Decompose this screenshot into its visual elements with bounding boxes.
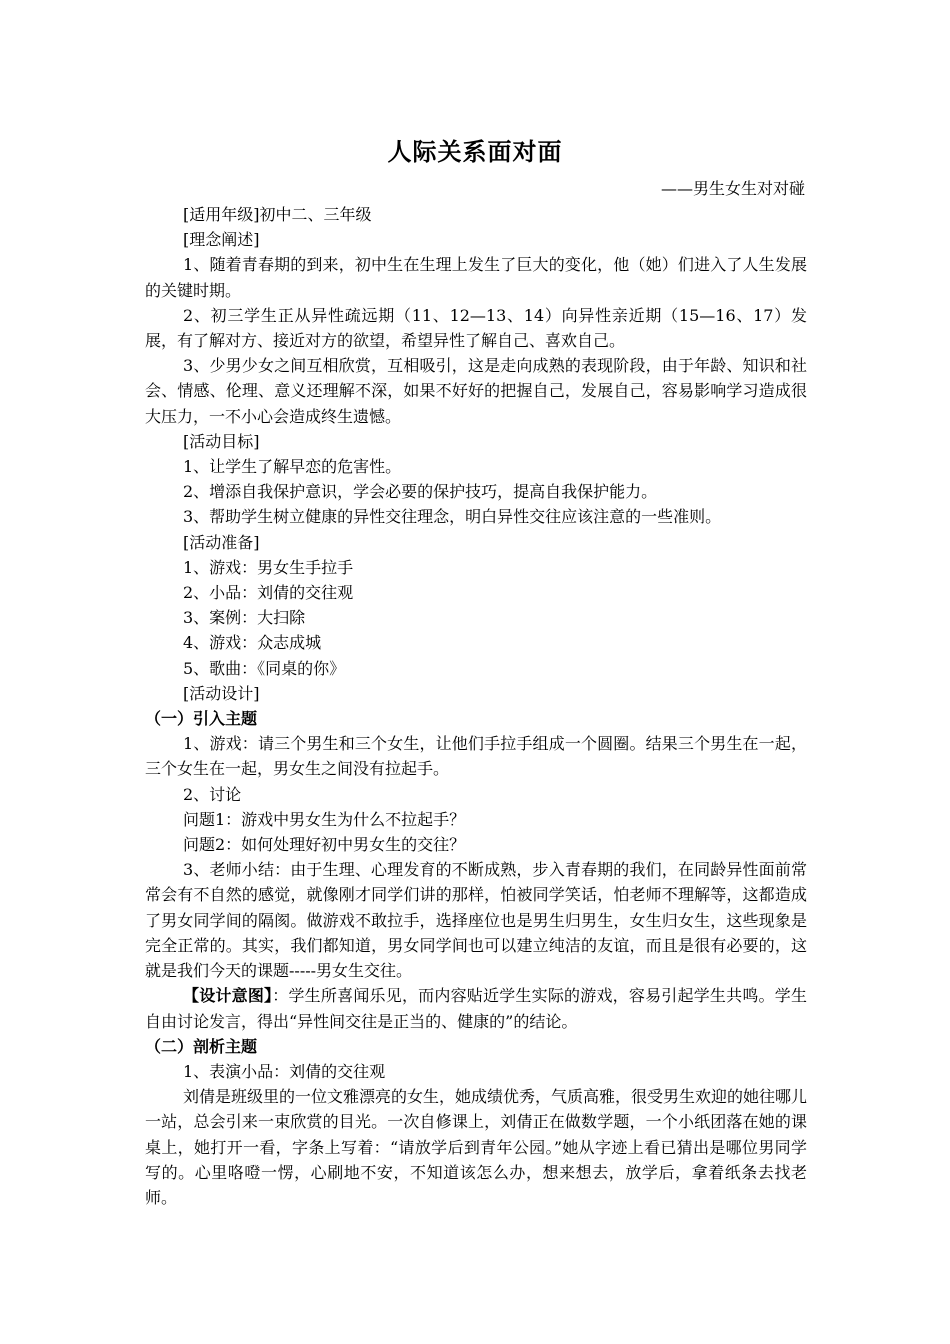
design-intent-text: ：学生所喜闻乐见，而内容贴近学生实际的游戏，容易引起学生共鸣。学生自由讨论发言，得出“异性间交往是正当的、健康的”的结论。: [145, 986, 807, 1031]
grade-line: [适用年级]初中二、三年级: [183, 205, 372, 224]
goal-heading: [活动目标]: [183, 431, 260, 451]
concept-paragraph: 1、随着青春期的到来，初中生在生理上发生了巨大的变化，他（她）们进入了人生发展的关键时期。: [145, 255, 807, 300]
prep-item: 3、案例：大扫除: [183, 608, 306, 628]
section-paragraph: 1、表演小品：刘倩的交往观: [183, 1061, 386, 1081]
section-paragraph: 1、游戏：请三个男生和三个女生，让他们手拉手组成一个圆圈。结果三个男生在一起，三个女生在一起，男女生之间没有拉起手。: [145, 734, 807, 779]
goal-item: 2、增添自我保护意识，学会必要的保护技巧，提高自我保护能力。: [183, 482, 658, 502]
section-heading: （一）引入主题: [145, 709, 258, 729]
section-heading: （二）剖析主题: [145, 1036, 258, 1056]
document-body: [145, 202, 807, 1210]
design-intent-label: 【设计意图】: [183, 986, 273, 1006]
document-title: 人际关系面对面: [387, 138, 563, 166]
question-item: 问题2：如何处理好初中男女生的交往？: [183, 835, 466, 855]
section-paragraph: 刘倩是班级里的一位文雅漂亮的女生，她成绩优秀，气质高雅，很受男生欢迎的她往哪儿一站，总会引来一束欣赏的目光。一次自修课上，刘倩正在做数学题，一个小纸团落在她的课桌上，她打开一看，字条上写着：“请放学后到青年公园。”她从字迹上看已猜出是哪位男同学写的。心里咯噔一愣，心刷地不安，不知道该怎么办，想来想去，放学后，拿着纸条去找老师。: [145, 1087, 808, 1207]
prep-item: 4、游戏：众志成城: [183, 633, 322, 653]
question-item: 问题1：游戏中男女生为什么不拉起手？: [183, 809, 466, 829]
prep-item: 2、小品：刘倩的交往观: [183, 583, 354, 603]
prep-item: 1、游戏：男女生手拉手: [183, 557, 354, 577]
concept-paragraph: 3、少男少女之间互相欣赏，互相吸引，这是走向成熟的表现阶段，由于年龄、知识和社会、情感、伦理、意义还理解不深，如果不好好的把握自己，发展自己，容易影响学习造成很大压力，一不小心会造成终生遗憾。: [145, 356, 807, 426]
design-intent: [145, 983, 807, 1033]
prep-heading: [活动准备]: [183, 532, 260, 552]
document-subtitle: ——男生女生对对碰: [660, 179, 805, 198]
design-heading: [活动设计]: [183, 683, 260, 703]
prep-item: 5、歌曲：《同桌的你》: [183, 658, 346, 678]
section-paragraph: 3、老师小结：由于生理、心理发育的不断成熟，步入青春期的我们，在同龄异性面前常常会有不自然的感觉，就像刚才同学们讲的那样，怕被同学笑话，怕老师不理解等，这都造成了男女同学间的隔阂。做游戏不敢拉手，选择座位也是男生归男生，女生归女生，这些现象是完全正常的。其实，我们都知道，男女同学间也可以建立纯洁的友谊，而且是很有必要的，这就是我们今天的课题-----男女生交往。: [145, 860, 807, 981]
goal-item: 3、帮助学生树立健康的异性交往理念，明白异性交往应该注意的一些准则。: [183, 507, 722, 527]
concept-heading: [理念阐述]: [183, 230, 260, 250]
section-paragraph: 2、讨论: [183, 784, 242, 804]
goal-item: 1、让学生了解早恋的危害性。: [183, 457, 402, 477]
concept-paragraph: 2、初三学生正从异性疏远期（11、12—13、14）向异性亲近期（15—16、17）发展，有了解对方、接近对方的欲望，希望异性了解自己、喜欢自己。: [145, 305, 807, 351]
